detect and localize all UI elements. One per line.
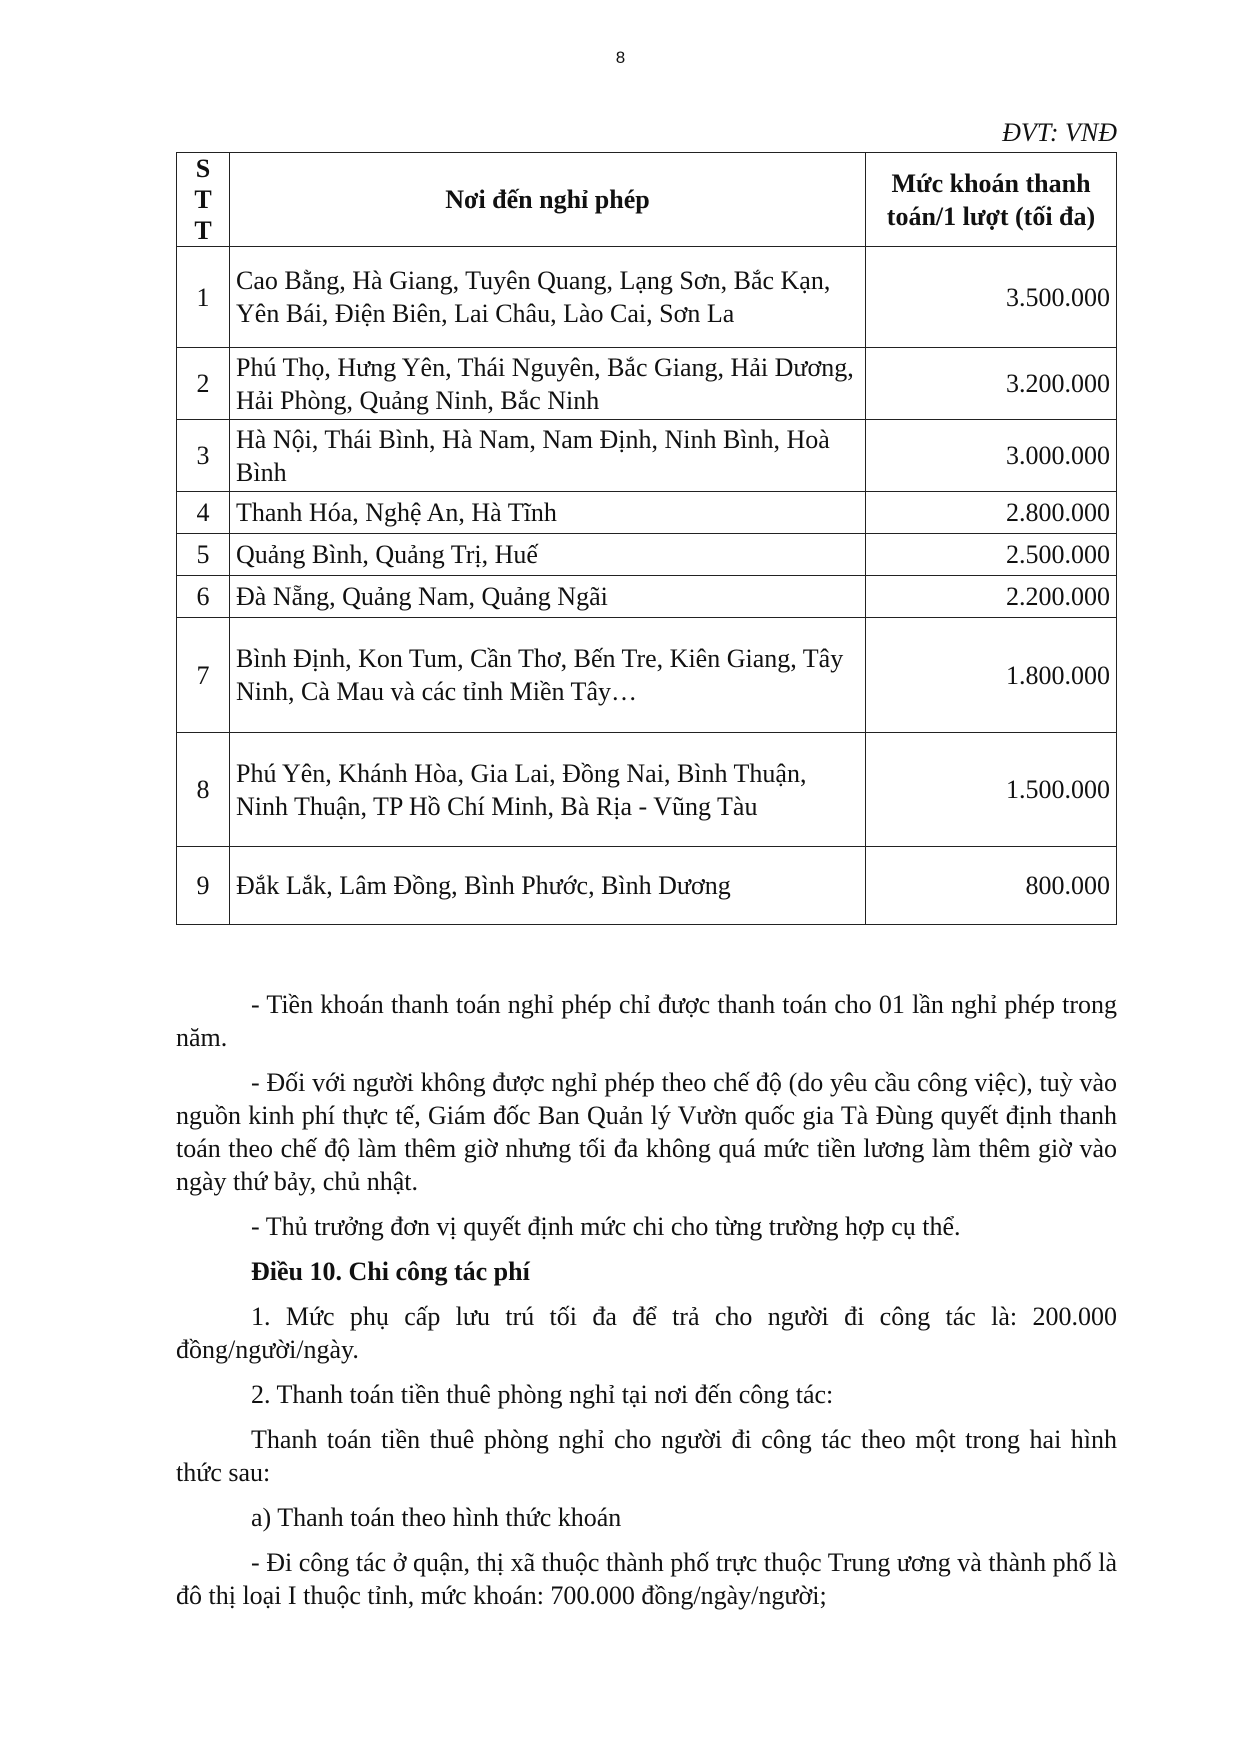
row-index: 8 <box>177 733 230 847</box>
table-row <box>177 576 1117 618</box>
row-index: 1 <box>177 247 230 348</box>
paragraph: 2. Thanh toán tiền thuê phòng nghỉ tại nơi đến công tác: <box>251 1380 834 1409</box>
row-index: 7 <box>177 618 230 733</box>
header-stt-letter: S <box>195 154 211 183</box>
header-stt-letter: T <box>194 185 212 214</box>
header-stt <box>177 153 230 247</box>
body-text <box>176 988 1117 1624</box>
row-place: Quảng Bình, Quảng Trị, Huế <box>230 534 866 576</box>
paragraph: a) Thanh toán theo hình thức khoán <box>251 1503 622 1532</box>
row-amount: 3.000.000 <box>866 420 1117 492</box>
article-heading: Điều 10. Chi công tác phí <box>251 1257 530 1286</box>
table-row <box>177 733 1117 847</box>
row-amount: 3.200.000 <box>866 348 1117 420</box>
row-place: Bình Định, Kon Tum, Cần Thơ, Bến Tre, Kiên Giang, Tây Ninh, Cà Mau và các tỉnh Miền Tây… <box>230 618 866 733</box>
table-row <box>177 847 1117 925</box>
paragraph: - Tiền khoán thanh toán nghỉ phép chỉ được thanh toán cho 01 lần nghỉ phép trong năm. <box>176 990 1117 1052</box>
row-place: Hà Nội, Thái Bình, Hà Nam, Nam Định, Ninh Bình, Hoà Bình <box>230 420 866 492</box>
table-row <box>177 348 1117 420</box>
paragraph: - Thủ trưởng đơn vị quyết định mức chi cho từng trường hợp cụ thể. <box>251 1212 961 1241</box>
row-index: 6 <box>177 576 230 618</box>
unit-label: ĐVT: VNĐ <box>1002 118 1117 147</box>
paragraph: 1. Mức phụ cấp lưu trú tối đa để trả cho người đi công tác là: 200.000 đồng/người/ngày. <box>176 1302 1117 1364</box>
table-row <box>177 618 1117 733</box>
table-row <box>177 534 1117 576</box>
row-index: 9 <box>177 847 230 925</box>
row-index: 4 <box>177 492 230 534</box>
paragraph: - Đối với người không được nghỉ phép theo chế độ (do yêu cầu công việc), tuỳ vào nguồn kinh phí thực tế, Giám đốc Ban Quản lý Vườn quốc gia Tà Đùng quyết định thanh toán theo chế độ làm thêm giờ nhưng tối đa không quá mức tiền lương làm thêm giờ vào ngày thứ bảy, chủ nhật. <box>176 1068 1117 1196</box>
row-amount: 3.500.000 <box>866 247 1117 348</box>
row-place: Phú Yên, Khánh Hòa, Gia Lai, Đồng Nai, Bình Thuận, Ninh Thuận, TP Hồ Chí Minh, Bà Rịa - Vũng Tàu <box>230 733 866 847</box>
table-row <box>177 420 1117 492</box>
row-amount: 800.000 <box>866 847 1117 925</box>
header-amount: Mức khoán thanh toán/1 lượt (tối đa) <box>866 153 1117 247</box>
row-place: Thanh Hóa, Nghệ An, Hà Tĩnh <box>230 492 866 534</box>
row-amount: 1.800.000 <box>866 618 1117 733</box>
row-amount: 2.500.000 <box>866 534 1117 576</box>
row-place: Đà Nẵng, Quảng Nam, Quảng Ngãi <box>230 576 866 618</box>
paragraph: Thanh toán tiền thuê phòng nghỉ cho người đi công tác theo một trong hai hình thức sau: <box>176 1425 1117 1487</box>
table-row <box>177 492 1117 534</box>
row-place: Phú Thọ, Hưng Yên, Thái Nguyên, Bắc Giang, Hải Dương, Hải Phòng, Quảng Ninh, Bắc Ninh <box>230 348 866 420</box>
row-index: 2 <box>177 348 230 420</box>
paragraph: - Đi công tác ở quận, thị xã thuộc thành phố trực thuộc Trung ương và thành phố là đô thị loại I thuộc tỉnh, mức khoán: 700.000 đồng/ngày/người; <box>176 1548 1117 1610</box>
row-index: 5 <box>177 534 230 576</box>
row-amount: 2.200.000 <box>866 576 1117 618</box>
row-place: Đắk Lắk, Lâm Đồng, Bình Phước, Bình Dương <box>230 847 866 925</box>
row-amount: 2.800.000 <box>866 492 1117 534</box>
row-index: 3 <box>177 420 230 492</box>
table-row <box>177 247 1117 348</box>
table-header-row <box>177 153 1117 247</box>
row-amount: 1.500.000 <box>866 733 1117 847</box>
header-stt-letter: T <box>194 216 212 245</box>
leave-payment-table <box>176 152 1117 925</box>
page-number: 8 <box>615 48 626 67</box>
row-place: Cao Bằng, Hà Giang, Tuyên Quang, Lạng Sơn, Bắc Kạn, Yên Bái, Điện Biên, Lai Châu, Lào Cai, Sơn La <box>230 247 866 348</box>
header-place: Nơi đến nghỉ phép <box>230 153 866 247</box>
